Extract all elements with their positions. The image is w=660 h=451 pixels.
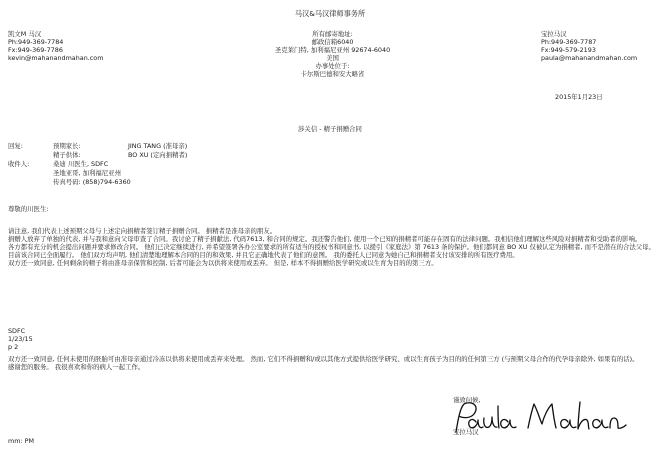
recipient-line: 桑迪 川医生, SDFC <box>53 160 109 168</box>
signer-name: 宝拉马汉 <box>453 428 479 436</box>
closing-regards: 谨致问候, <box>453 396 481 404</box>
attorney-phone: Ph:949-369-7784 <box>8 38 64 46</box>
donor-label: 精子供体: <box>53 151 81 159</box>
letter-subject: 涉关信 - 精子捐赠合同 <box>298 125 362 133</box>
body-paragraph: 请注意, 我们代表上述预期父母与上述定向捐精者签订精子捐赠合同。 捐精者是准母亲的朋友。 <box>8 227 277 235</box>
page2-date: 1/23/15 <box>8 335 33 343</box>
address-line: 邮政信箱6040 <box>311 38 354 46</box>
body-paragraph: 双方还一致同意, 任何未使用的胚胎可由准母亲通过冷冻以供将来使用或丢弃来处理。 然而, 它们不得捐赠和/或以其他方式提供给医学研究、或以生育孩子为目的的任何第三方 (与预期父母合作的代孕母亲除外, 如果有的话)。 <box>8 355 639 363</box>
body-paragraph: 目前该合同已全面履行。 他们双方均声明, 他们清楚地理解本合同的目的和效果, 并且它正确地代表了他们的意图。 我的委托人已同意为她自己和捐精者支付该安排的所有医疗费用。 <box>8 251 519 259</box>
attorney-email: paula@mahanandmahan.com <box>541 54 638 62</box>
parents-value: JING TANG (准母亲) <box>128 142 188 150</box>
donor-value: BO XU (定向捐精者) <box>128 151 188 159</box>
firm-name: 马汉&马汉律师事务所 <box>294 9 366 18</box>
mailing-address-block <box>250 30 415 78</box>
body-paragraph: 各方都有充分的机会提出问题并要求修改合同。 他们已决定继续进行, 并希望签署各办公室要求的所有适当的授权书和同意书, 以援引《家庭法》第 7613 条的保护。他们都同意 BO XU 仅被认定为捐精者, 而不是潜在的合法父母。 <box>8 243 655 251</box>
attorney-email: kevin@mahanandmahan.com <box>8 54 104 62</box>
attorney-phone: Ph:949-369-7787 <box>541 38 597 46</box>
re-label: 回复: <box>8 142 23 150</box>
typist-initials: mm: PM <box>8 437 35 445</box>
attorney-name: 凯文M 马汉 <box>8 30 42 38</box>
recipient-line: 圣地亚哥, 加利福尼亚州 <box>53 169 121 177</box>
address-line: 卡尔斯巴德和安大略省 <box>300 70 365 78</box>
attorney-fax: Fx:949-369-7786 <box>8 46 63 54</box>
body-paragraph: 捐赠人放弃了单独的代表, 并与我和意向父母审查了合同。我讨论了精子捐献法, 代码7613, 和合同的规定。我还警告他们, 使用一个已知的捐精者可能存在固有的法律问题。我相信他们理解这些风险对捐精者和受助者的影响。 <box>8 235 642 243</box>
body-paragraph: 感谢您的服务。 我很喜欢和你的病人一起工作。 <box>8 363 145 371</box>
left-contact-block <box>8 30 103 62</box>
attorney-fax: Fx:949-579-2193 <box>541 46 596 54</box>
page2-recipient: SDFC <box>8 327 26 335</box>
attorney-name: 宝拉马汉 <box>541 30 567 38</box>
recipient-fax: 传真号码: (858)794-6360 <box>53 178 131 186</box>
address-line: 圣克莱门特, 加利福尼亚州 92674-6040 <box>274 46 391 54</box>
page-number: p 2 <box>8 343 19 351</box>
address-line: 办事处位于: <box>315 62 350 70</box>
page2-body <box>8 355 658 371</box>
address-line: 美国 <box>326 54 339 62</box>
salutation: 尊敬的川医生: <box>8 205 49 213</box>
recipient-label: 收件人: <box>8 160 30 168</box>
letter-body <box>8 227 656 267</box>
letter-date: 2015年1月23日 <box>555 93 603 101</box>
parents-label: 预期家长: <box>53 142 81 150</box>
reference-block <box>8 142 408 192</box>
address-line: 所有邮寄地址: <box>312 30 353 38</box>
page2-header <box>8 327 33 351</box>
right-contact-block <box>541 30 637 62</box>
body-paragraph: 双方还一致同意, 任何剩余的精子将由准母亲保管和控制, 后者可能会为以供将来使用或丢弃。 但是, 样本不得捐赠给医学研究或以生育为目的的第三方。 <box>8 259 438 267</box>
